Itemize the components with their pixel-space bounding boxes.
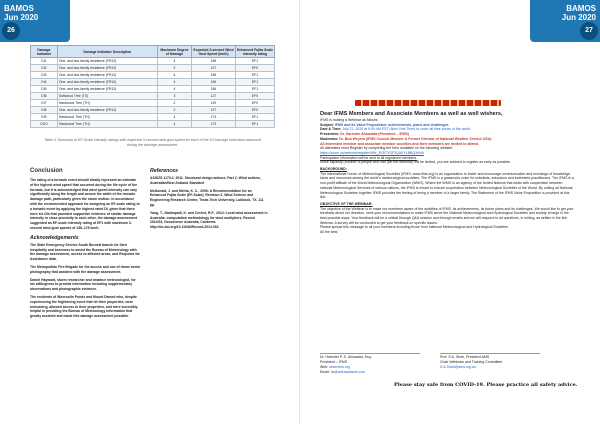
ack-paragraph: The State Emergency Service South Burnett branch for their hospitality and keenness to assist the Bureau of Meteorology with the damage assessment, access to affected areas, and Requests for Assistance data.	[30, 242, 140, 262]
table-cell: 2	[157, 100, 191, 107]
reference-item: AS/NZS 1170.2, 2011. Structural design actions. Part 2: Wind actions, Australian/New Zealand Standard	[150, 176, 261, 185]
table-header-cell: Damage Indicator	[31, 46, 58, 58]
table-cell: Hardwood Tree (TH)	[57, 100, 157, 107]
table-cell: EF1	[235, 114, 274, 121]
table-cell: DI6	[31, 93, 58, 100]
sign-off: All the best,	[320, 230, 339, 235]
web-label: Web:	[320, 364, 329, 369]
signer-name: Prof. S.A. Shah, President AMS	[440, 354, 490, 359]
letter-intro: IFMS is hosting a Webinar as follows:	[320, 118, 379, 122]
table-cell: 173	[192, 114, 236, 121]
signer-title: Chair Webinars and Training Committee	[440, 359, 503, 364]
issue-date: Jun 2020	[561, 13, 596, 22]
ack-paragraph: Daniel Hayward, storm researcher and amateur meteorologist, for his willingness to provide information including supplementary observations and photographic evidence.	[30, 277, 136, 292]
table-row	[31, 58, 275, 65]
table-cell: 4	[157, 121, 191, 128]
section-heading-conclusion: Conclusion	[30, 168, 63, 174]
left-text-column	[30, 168, 140, 322]
table-header-cell: Damage Indicator Description	[57, 46, 157, 58]
magazine-name: BAMOS	[566, 4, 596, 13]
safety-message: Please stay safe from COVID-19. Please practice all safety advice.	[394, 382, 578, 388]
web-link[interactable]: www.ifms.org	[329, 364, 350, 369]
table-caption: Table 3: Summary of EF-Scale intensity ratings with expected 3-second wind gust speed for each of the 10 Damage Indicators assessed during the damage assessment.	[44, 138, 261, 147]
signer-email	[320, 370, 420, 375]
email-link[interactable]: hs@ahluwalianet.com	[330, 370, 366, 375]
table-cell: EF1	[235, 86, 274, 93]
table-row	[31, 107, 275, 114]
reference-item[interactable]: Yang, T., Nadimpalli, K. and Cechet, R.P., 2014: Local wind assessment in Australia: computation methodology for wind multipliers. Record 2014/33, Geoscience Australia, Canberra. http://dx.doi.org/10.11636/Record.2014.033.	[150, 210, 268, 230]
table-row	[31, 114, 275, 121]
background-text: The International Forum of Meteorological Societies (IFMS; www.ifms.org) is an organization to foster and encourage communication and exchange of knowledge, ideas and resources among the world's meteorological societies. The IFMS is a grassroots voice for scientists, educators and interested practitioners. The IFMS is a non-profit affiliate of the World Meteorological Organization (WMO). Where the WMO is an agency of the United Nations that deals with cooperation between national Meteorological Services of various nations, the IFMS is meant to ensure cooperation between Meteorological Societies of the World. By uniting all National Meteorological Societies together IFMS provides the feeling of being a member of a larger family. The Statement of the IFMS Value Proposition is provided at this link.	[320, 171, 574, 200]
table-cell: One- and two-family residence (FR12)	[57, 79, 157, 86]
reference-item: McDonald, J. and Mehta, K. C., 2006: A Recommendation for an Enhanced Fujita Scale (EF-Scale), Revision 2. Wind Science and Engineering Research Center, Texas Tech University, Lubbock, TX. 111 pp.	[150, 188, 264, 207]
table-row	[31, 79, 275, 86]
table-cell: Hardwood Tree (TH)	[57, 121, 157, 128]
ack-paragraph: The Metropolitan Fire Brigade for the access and use of drone aerial photography that assisted with the damage assessment.	[30, 264, 140, 274]
table-cell: One- and two-family residence (FR12)	[57, 86, 157, 93]
table-cell: EF0	[235, 65, 274, 72]
register-link[interactable]: https://zoom.us/webinar/register/WN_2KBTYDF3QAKYLBBQ3hNA	[320, 150, 424, 155]
ack-paragraph: The residents of Wooroolin Ponds and Mount Damed who, despite experiencing the frightening event that hit their properties, were welcoming, allowed access to their properties, and were incredibly helpful in providing the Bureau of Meteorology information that greatly assisted and made this damage assessment possible.	[30, 294, 138, 319]
table-cell: One- and two-family residence (FR12)	[57, 72, 157, 79]
table-cell: DI2	[31, 65, 58, 72]
datetime-label: Date & Time:	[320, 127, 342, 132]
presenters-label: Presenters:	[320, 132, 340, 137]
table-row	[31, 72, 275, 79]
table-cell: EF1	[235, 72, 274, 79]
table-cell: 173	[192, 121, 236, 128]
table-cell: 2	[157, 65, 191, 72]
table-cell: DI10	[31, 121, 58, 128]
section-heading-references: References	[150, 168, 178, 174]
page-header-left	[0, 0, 70, 42]
datetime-text: July 21, 2020 at 9:00 AM EST (New York Time) to cover all time zones of the world.	[342, 127, 472, 132]
magazine-name: BAMOS	[4, 4, 34, 13]
table-cell: DI8	[31, 107, 58, 114]
objective-text: The objective of the Webinar is to make our members aware of the activities of IFMS, its achievements, its future plans and its challenges. We would like to get your feedback about our direction, seek your recommendations to make IFMS serve the National Meteorological and Hydrological Societies and society at large in the best possible ways. Your feedback will be a critical through Q&A session and through emails and we will respond to all questions, in writing, as written in the link Webinar. A survey will be conducted to get your feedback on specific issues.	[320, 206, 574, 225]
table-cell: 127	[192, 65, 236, 72]
signature-block-chair	[440, 353, 540, 370]
moderator-name: Dr. Bob Weyers (IFMS Council Member & Former Director of National Weather Service USA)	[339, 136, 492, 141]
page-header-right	[530, 0, 600, 42]
table-cell: 127	[192, 107, 236, 114]
table-header-row	[31, 46, 275, 58]
table-cell: 4	[157, 72, 191, 79]
webinar-banner-image	[355, 100, 501, 106]
signer-title: President – IFMS	[320, 359, 348, 364]
table-cell: Softwood Tree (TS)	[57, 93, 157, 100]
table-cell: 156	[192, 72, 236, 79]
signer-email[interactable]: S.A.Shah@ams.org.au	[440, 364, 476, 369]
objective-heading: OBJECTIVE OF THE WEBINAR:	[320, 201, 373, 206]
table-cell: One- and two-family residence (FR12)	[57, 107, 157, 114]
table-cell: Hardwood Tree (TH)	[57, 114, 157, 121]
table-cell: DI4	[31, 79, 58, 86]
table-cell: 127	[192, 93, 236, 100]
table-cell: DI9	[31, 114, 58, 121]
subject-label: Subject:	[320, 122, 334, 127]
table-row	[31, 65, 275, 72]
table-cell: One- and two-family residence (FR12)	[57, 65, 157, 72]
section-heading-acknowledgements: Acknowledgements	[30, 234, 79, 241]
table-cell: EF1	[235, 79, 274, 86]
participation-note: Participation information will be sent to all registered members.	[320, 155, 418, 160]
forward-note: Please spread this message to all your members including those from National Meteorological and Hydrological Societies.	[320, 225, 509, 230]
signature-block-president	[320, 353, 420, 375]
page-number-left: 26	[2, 22, 20, 40]
invite-line: All interested member and associate member societies and their members are invited to attend.	[320, 141, 479, 146]
magazine-title-right	[562, 4, 596, 22]
presenter-name: Dr. Harinder Ahluwalia (President – IFMS)	[340, 132, 409, 137]
issue-date: Jun 2020	[4, 13, 39, 22]
table-cell: EF1	[235, 58, 274, 65]
table-cell: 2	[157, 107, 191, 114]
capacity-note: Since capacity (number of people who can join the Webinar) will be limited, you are advised to register as early as possible.	[320, 160, 511, 165]
register-note: All attendees must Register by completing the form available on the following website:	[320, 146, 454, 151]
moderator-label: Moderator:	[320, 136, 339, 141]
references-column	[150, 168, 268, 233]
table-cell: DI5	[31, 86, 58, 93]
table-row	[31, 86, 275, 93]
table-cell: 4	[157, 86, 191, 93]
magazine-title-left	[4, 4, 38, 22]
table-cell: One- and two-family residence (FR12)	[57, 58, 157, 65]
signature-line	[440, 353, 540, 354]
table-cell: DI1	[31, 58, 58, 65]
table-cell: EF1	[235, 121, 274, 128]
ef-scale-summary-table	[30, 45, 275, 128]
page-number-right: 27	[580, 22, 598, 40]
table-cell: 156	[192, 86, 236, 93]
table-cell: 4	[157, 79, 191, 86]
table-cell: DI7	[31, 100, 58, 107]
subject-text: IFMS and its Value Proposition: achievements, plans and challenges	[334, 122, 449, 127]
table-cell: 119	[192, 100, 236, 107]
table-header-cell: Expected 3-second Wind Gust Speed (km/h)	[193, 47, 234, 56]
table-cell: EF0	[235, 93, 274, 100]
table-row	[31, 121, 275, 128]
table-cell: 156	[192, 58, 236, 65]
page-gutter	[299, 0, 300, 424]
table-header-cell: Maximum Degree of Damage	[157, 46, 191, 58]
table-cell: EF0	[235, 107, 274, 114]
signature-line	[320, 353, 420, 354]
table-header-cell: Enhanced Fujita Scale intensity rating	[236, 47, 273, 56]
table-cell: 3	[157, 93, 191, 100]
table-cell: 156	[192, 79, 236, 86]
table-cell: DI3	[31, 72, 58, 79]
letter-greeting: Dear IFMS Members and Associate Members as well as well wishers,	[320, 111, 503, 117]
letter-body	[320, 111, 575, 235]
background-heading: BACKGROUND:	[320, 167, 347, 172]
email-label: Email:	[320, 370, 330, 375]
table-cell: 4	[157, 114, 191, 121]
table-row	[31, 100, 275, 107]
table-cell: 4	[157, 58, 191, 65]
table-cell: EF0	[235, 100, 274, 107]
table-row	[31, 93, 275, 100]
conclusion-paragraph: The rating of a tornado event should ideally represent an estimate of the highest wind speed that occurred during the life cycle of the tornado, but it is acknowledged that wind speed intensity can vary significantly along the length and across the width of the tornado damage path, particularly given the storm motion. In accordance with the recommended approach for assigning an EF-scale rating to a tornado event by applying the highest rated DI, given that there were six DIs that provided supportive evidence of similar damage intensity in close proximity to each other, the damage assessment suggested an EF-scale intensity rating of EF1 with maximum 3-second wind gust speeds of 138–178 km/h.	[30, 178, 140, 230]
signer-name: Dr. Harinder P. S. Ahluwalia, Esq.	[320, 354, 372, 359]
